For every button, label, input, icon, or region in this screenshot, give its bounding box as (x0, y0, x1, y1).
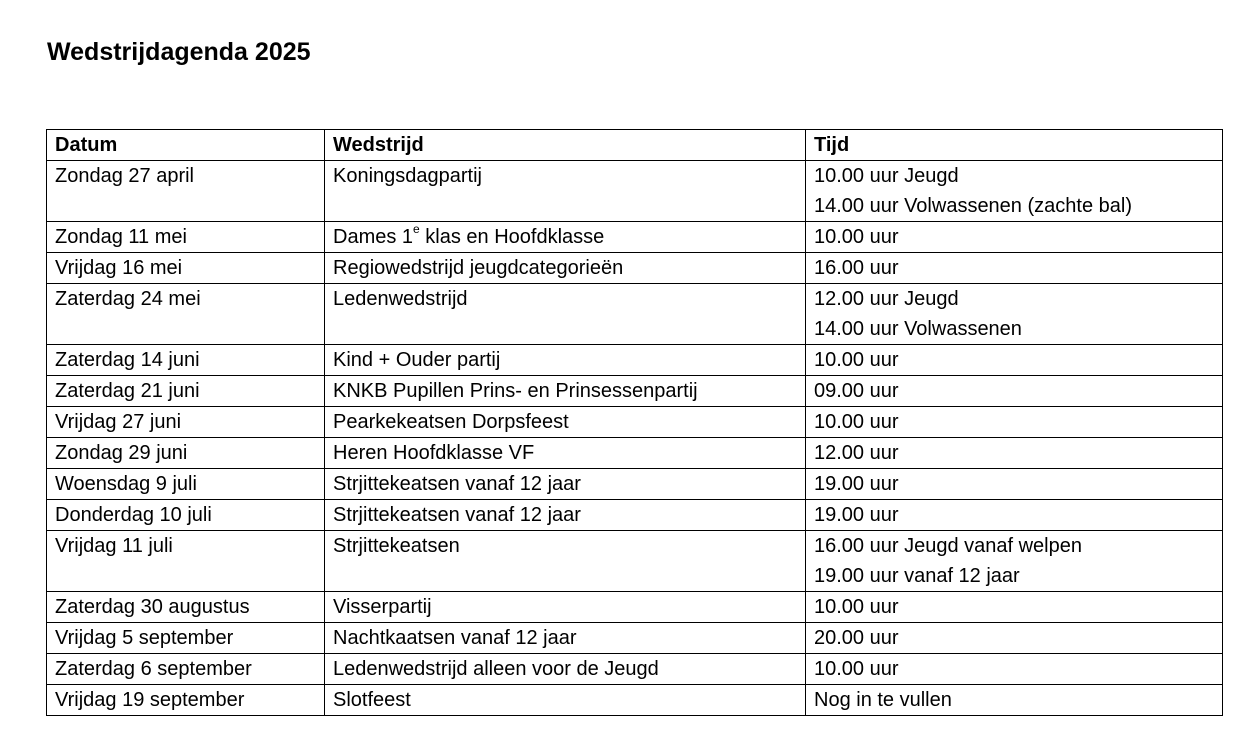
cell-datum: Zaterdag 6 september (47, 654, 325, 685)
cell-tijd (806, 623, 1223, 654)
cell-datum: Vrijdag 27 juni (47, 407, 325, 438)
table-row (47, 161, 1223, 222)
cell-datum: Woensdag 9 juli (47, 469, 325, 500)
tijd-line: 12.00 uur Jeugd (814, 288, 959, 310)
cell-wedstrijd: Ledenwedstrijd alleen voor de Jeugd (325, 654, 806, 685)
table-row (47, 592, 1223, 623)
page-title: Wedstrijdagenda 2025 (47, 38, 311, 66)
header-tijd: Tijd (806, 130, 1223, 161)
cell-datum: Vrijdag 11 juli (47, 531, 325, 592)
tijd-line: Nog in te vullen (814, 689, 952, 711)
table-header-row (47, 130, 1223, 161)
table-row (47, 407, 1223, 438)
header-datum: Datum (47, 130, 325, 161)
cell-datum: Zaterdag 14 juni (47, 345, 325, 376)
cell-tijd (806, 592, 1223, 623)
cell-datum: Zaterdag 24 mei (47, 284, 325, 345)
cell-tijd (806, 438, 1223, 469)
cell-wedstrijd: KNKB Pupillen Prins- en Prinsessenpartij (325, 376, 806, 407)
table-row (47, 531, 1223, 592)
tijd-line: 10.00 uur Jeugd (814, 165, 959, 187)
cell-tijd (806, 531, 1223, 592)
tijd-line: 14.00 uur Volwassenen (zachte bal) (814, 195, 1132, 217)
cell-wedstrijd: Slotfeest (325, 685, 806, 716)
cell-wedstrijd: Dames 1e klas en Hoofdklasse (325, 222, 806, 253)
cell-tijd (806, 284, 1223, 345)
cell-datum: Vrijdag 16 mei (47, 253, 325, 284)
cell-datum: Zaterdag 21 juni (47, 376, 325, 407)
tijd-line: 19.00 uur vanaf 12 jaar (814, 565, 1020, 587)
cell-tijd (806, 500, 1223, 531)
cell-datum: Zondag 11 mei (47, 222, 325, 253)
cell-datum: Zondag 29 juni (47, 438, 325, 469)
cell-wedstrijd: Visserpartij (325, 592, 806, 623)
tijd-line: 20.00 uur (814, 627, 899, 649)
agenda-body (47, 161, 1223, 716)
table-row (47, 345, 1223, 376)
cell-tijd (806, 685, 1223, 716)
cell-tijd (806, 654, 1223, 685)
cell-wedstrijd: Regiowedstrijd jeugdcategorieën (325, 253, 806, 284)
tijd-line: 14.00 uur Volwassenen (814, 318, 1022, 340)
cell-tijd (806, 253, 1223, 284)
cell-wedstrijd: Strjittekeatsen (325, 531, 806, 592)
table-row (47, 654, 1223, 685)
tijd-line: 16.00 uur (814, 257, 899, 279)
table-row (47, 500, 1223, 531)
tijd-line: 10.00 uur (814, 658, 899, 680)
cell-wedstrijd: Strjittekeatsen vanaf 12 jaar (325, 500, 806, 531)
cell-wedstrijd: Koningsdagpartij (325, 161, 806, 222)
tijd-line: 12.00 uur (814, 442, 899, 464)
table-row (47, 284, 1223, 345)
cell-tijd (806, 161, 1223, 222)
cell-datum: Zaterdag 30 augustus (47, 592, 325, 623)
cell-wedstrijd: Kind + Ouder partij (325, 345, 806, 376)
table-row (47, 438, 1223, 469)
cell-tijd (806, 469, 1223, 500)
cell-tijd (806, 407, 1223, 438)
tijd-line: 16.00 uur Jeugd vanaf welpen (814, 535, 1082, 557)
table-row (47, 253, 1223, 284)
cell-wedstrijd: Heren Hoofdklasse VF (325, 438, 806, 469)
cell-tijd (806, 376, 1223, 407)
table-row (47, 469, 1223, 500)
cell-datum: Vrijdag 5 september (47, 623, 325, 654)
cell-datum: Vrijdag 19 september (47, 685, 325, 716)
cell-tijd (806, 345, 1223, 376)
table-row (47, 685, 1223, 716)
tijd-line: 10.00 uur (814, 349, 899, 371)
cell-datum: Donderdag 10 juli (47, 500, 325, 531)
header-wedstrijd: Wedstrijd (325, 130, 806, 161)
cell-wedstrijd: Nachtkaatsen vanaf 12 jaar (325, 623, 806, 654)
tijd-line: 10.00 uur (814, 411, 899, 433)
cell-wedstrijd: Strjittekeatsen vanaf 12 jaar (325, 469, 806, 500)
tijd-line: 19.00 uur (814, 473, 899, 495)
cell-wedstrijd: Pearkekeatsen Dorpsfeest (325, 407, 806, 438)
tijd-line: 10.00 uur (814, 596, 899, 618)
tijd-line: 09.00 uur (814, 380, 899, 402)
agenda-table (46, 129, 1223, 716)
table-row (47, 623, 1223, 654)
cell-datum: Zondag 27 april (47, 161, 325, 222)
tijd-line: 10.00 uur (814, 226, 899, 248)
table-row (47, 376, 1223, 407)
cell-wedstrijd: Ledenwedstrijd (325, 284, 806, 345)
table-row (47, 222, 1223, 253)
cell-tijd (806, 222, 1223, 253)
tijd-line: 19.00 uur (814, 504, 899, 526)
